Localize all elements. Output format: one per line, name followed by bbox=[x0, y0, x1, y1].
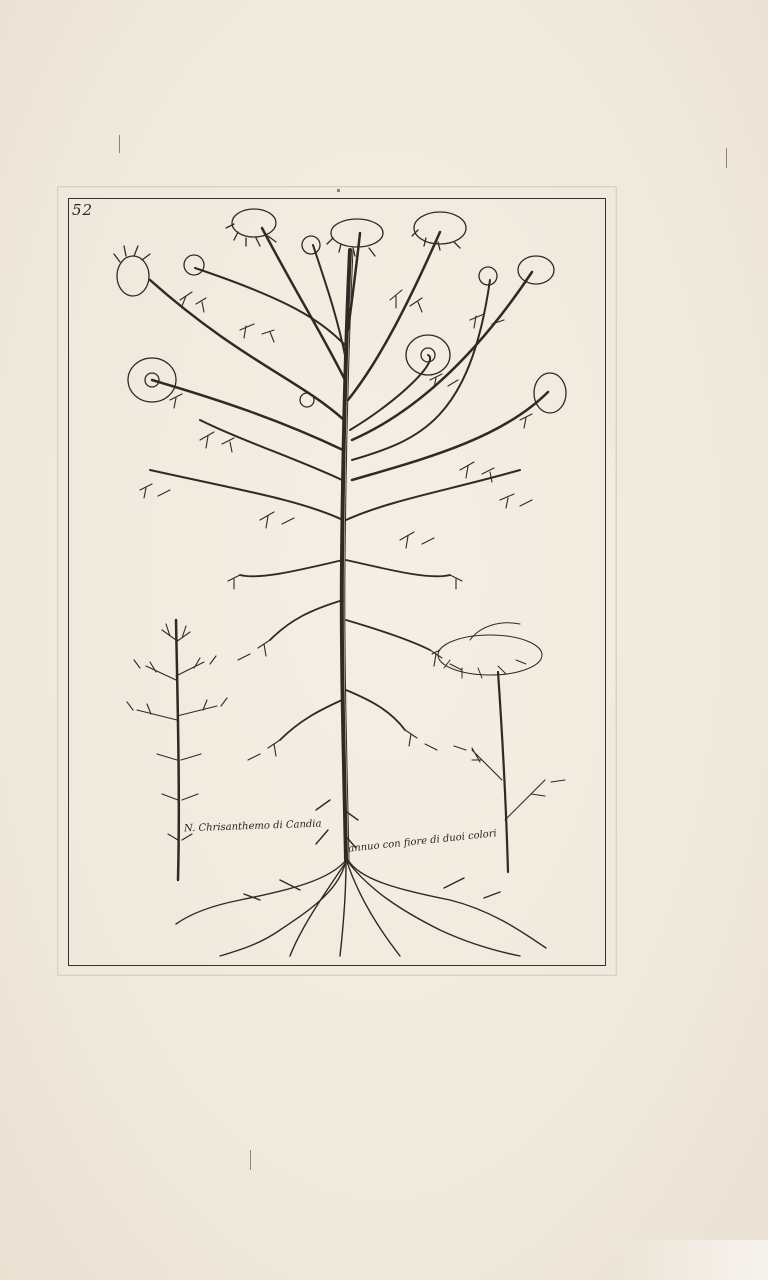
plant-caption-description: annuo con fiore di duoi colori bbox=[347, 828, 498, 855]
paper-speck bbox=[337, 189, 340, 192]
plant-caption-name: N. Chrisanthemo di Candia bbox=[183, 818, 322, 835]
paper-speck bbox=[726, 148, 727, 168]
scan-edge bbox=[618, 1240, 768, 1280]
paper-speck bbox=[250, 1150, 251, 1170]
paper-speck bbox=[119, 135, 120, 153]
plate-number: 52 bbox=[72, 201, 94, 219]
